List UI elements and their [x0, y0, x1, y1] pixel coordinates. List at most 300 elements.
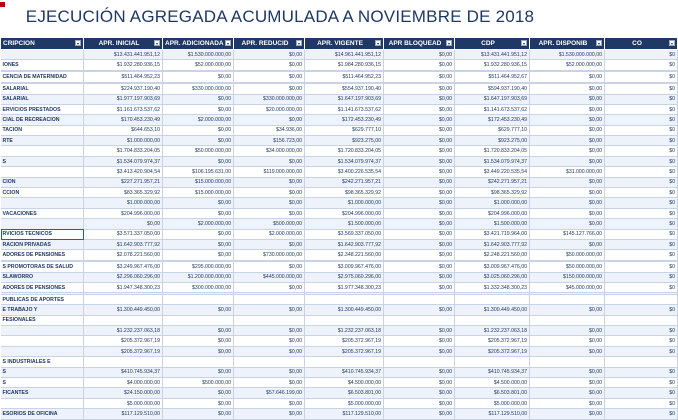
value-cell[interactable]: $0,00	[234, 336, 305, 346]
value-cell[interactable]	[605, 315, 678, 325]
value-cell[interactable]: $50.000.000,00	[530, 250, 605, 260]
value-cell[interactable]: $410.745.934,37	[455, 367, 530, 377]
row-description-cell[interactable]: CIAL DE RECREACION	[1, 115, 84, 125]
value-cell[interactable]	[455, 315, 530, 325]
value-cell[interactable]: $4.000.000,00	[84, 378, 163, 388]
value-cell[interactable]: $3.413.420.904,54	[84, 167, 163, 177]
value-cell[interactable]: $1.977.197.903,69	[84, 94, 163, 104]
value-cell[interactable]: $923.275,00	[455, 136, 530, 146]
value-cell[interactable]: $629.777,10	[455, 125, 530, 135]
value-cell[interactable]: $170.453.230,49	[84, 115, 163, 125]
value-cell[interactable]: $0,00	[163, 250, 234, 260]
value-cell[interactable]: $0,00	[530, 219, 605, 229]
value-cell[interactable]: $0,00	[163, 305, 234, 315]
row-description-cell[interactable]: CION	[1, 177, 84, 187]
value-cell[interactable]: $1.932.280.936,15	[84, 60, 163, 70]
value-cell[interactable]: $0,00	[163, 94, 234, 104]
value-cell[interactable]: $1.300.449.450,00	[305, 305, 384, 315]
value-cell[interactable]	[605, 294, 678, 304]
value-cell[interactable]: $0	[605, 177, 678, 187]
column-header[interactable]	[1, 38, 84, 50]
value-cell[interactable]: $0	[605, 272, 678, 282]
value-cell[interactable]: $0,00	[384, 409, 455, 420]
value-cell[interactable]: $330.000.000,00	[234, 94, 305, 104]
value-cell[interactable]: $0	[605, 156, 678, 166]
column-header[interactable]	[84, 38, 163, 50]
value-cell[interactable]: $3.249.967.476,00	[84, 262, 163, 272]
value-cell[interactable]: $172.453.230,49	[305, 115, 384, 125]
value-cell[interactable]: $0	[605, 115, 678, 125]
value-cell[interactable]: $0,00	[234, 208, 305, 218]
value-cell[interactable]	[234, 294, 305, 304]
value-cell[interactable]	[305, 294, 384, 304]
value-cell[interactable]: $6.503.801,00	[455, 388, 530, 398]
value-cell[interactable]: $150.000.000,00	[530, 272, 605, 282]
value-cell[interactable]: $4.500.000,00	[455, 378, 530, 388]
value-cell[interactable]: $106.195.631,00	[163, 167, 234, 177]
value-cell[interactable]: $0,00	[163, 72, 234, 82]
value-cell[interactable]: $34.000.000,00	[234, 146, 305, 156]
value-cell[interactable]: $0,00	[530, 156, 605, 166]
value-cell[interactable]	[84, 357, 163, 367]
value-cell[interactable]: $0,00	[163, 326, 234, 336]
value-cell[interactable]: $0	[605, 146, 678, 156]
value-cell[interactable]: $0,00	[163, 409, 234, 420]
row-description-cell[interactable]: CENCIA DE MATERNIDAD	[1, 72, 84, 82]
value-cell[interactable]: $45.000.000,00	[530, 283, 605, 293]
row-description-cell[interactable]: RVICIOS TECNICOS	[1, 229, 84, 239]
value-cell[interactable]: $0,00	[384, 167, 455, 177]
value-cell[interactable]: $0,00	[530, 208, 605, 218]
value-cell[interactable]	[305, 315, 384, 325]
column-header[interactable]	[530, 38, 605, 50]
value-cell[interactable]: $629.777,10	[305, 125, 384, 135]
row-description-cell[interactable]: S	[1, 378, 84, 388]
value-cell[interactable]: $0,00	[530, 240, 605, 250]
value-cell[interactable]	[530, 357, 605, 367]
value-cell[interactable]	[84, 315, 163, 325]
value-cell[interactable]: $0,00	[234, 115, 305, 125]
value-cell[interactable]: $0,00	[384, 283, 455, 293]
value-cell[interactable]: $3.025.060.296,00	[455, 272, 530, 282]
value-cell[interactable]: $0,00	[530, 198, 605, 208]
value-cell[interactable]: $0,00	[163, 336, 234, 346]
filter-dropdown-icon[interactable]	[375, 40, 381, 46]
value-cell[interactable]: $0,00	[384, 177, 455, 187]
value-cell[interactable]: $1.720.833.204,05	[305, 146, 384, 156]
value-cell[interactable]: $0,00	[384, 94, 455, 104]
value-cell[interactable]: $57.646.199,00	[234, 388, 305, 398]
value-cell[interactable]: $0	[605, 198, 678, 208]
value-cell[interactable]: $0,00	[384, 60, 455, 70]
filter-dropdown-icon[interactable]	[225, 40, 231, 46]
value-cell[interactable]: $0,00	[163, 104, 234, 114]
value-cell[interactable]: $0,00	[530, 346, 605, 356]
value-cell[interactable]	[605, 357, 678, 367]
value-cell[interactable]: $242.271.957,21	[455, 177, 530, 187]
value-cell[interactable]: $0,00	[384, 115, 455, 125]
value-cell[interactable]: $0,00	[234, 156, 305, 166]
value-cell[interactable]: $0	[605, 346, 678, 356]
value-cell[interactable]: $0	[605, 208, 678, 218]
value-cell[interactable]	[384, 294, 455, 304]
value-cell[interactable]: $0,00	[234, 50, 305, 60]
row-description-cell[interactable]: CCION	[1, 188, 84, 198]
value-cell[interactable]: $1.332.348.300,23	[455, 283, 530, 293]
value-cell[interactable]: $3.009.967.476,00	[455, 262, 530, 272]
value-cell[interactable]: $0	[605, 398, 678, 408]
value-cell[interactable]: $0,00	[384, 84, 455, 94]
value-cell[interactable]: $0,00	[530, 326, 605, 336]
filter-dropdown-icon[interactable]	[446, 40, 452, 46]
value-cell[interactable]: $0,00	[384, 346, 455, 356]
value-cell[interactable]: $1.500.000,00	[305, 219, 384, 229]
value-cell[interactable]: $172.453.230,49	[455, 115, 530, 125]
value-cell[interactable]: $644.653,10	[84, 125, 163, 135]
value-cell[interactable]: $13.431.441.951,12	[455, 50, 530, 60]
row-description-cell[interactable]: RACION PRIVADAS	[1, 240, 84, 250]
value-cell[interactable]: $3.421.719.964,00	[455, 229, 530, 239]
value-cell[interactable]: $0,00	[530, 115, 605, 125]
value-cell[interactable]: $410.745.934,37	[84, 367, 163, 377]
value-cell[interactable]: $0,00	[234, 367, 305, 377]
value-cell[interactable]: $330.000.000,00	[163, 84, 234, 94]
value-cell[interactable]: $1.642.903.777,92	[455, 240, 530, 250]
value-cell[interactable]: $24.150.000,00	[84, 388, 163, 398]
value-cell[interactable]: $15.000.000,00	[163, 177, 234, 187]
value-cell[interactable]: $83.365.329,92	[84, 188, 163, 198]
value-cell[interactable]: $52.000.000,00	[163, 60, 234, 70]
value-cell[interactable]: $1.500.000,00	[455, 219, 530, 229]
value-cell[interactable]: $0	[605, 72, 678, 82]
value-cell[interactable]: $511.464.952,23	[84, 72, 163, 82]
row-description-cell[interactable]: TACION	[1, 125, 84, 135]
value-cell[interactable]: $0,00	[384, 388, 455, 398]
value-cell[interactable]: $0,00	[530, 188, 605, 198]
value-cell[interactable]: $500.000,00	[234, 219, 305, 229]
value-cell[interactable]: $0,00	[384, 72, 455, 82]
value-cell[interactable]: $1.534.079.974,37	[455, 156, 530, 166]
row-description-cell[interactable]	[1, 219, 84, 229]
value-cell[interactable]: $0,00	[530, 125, 605, 135]
value-cell[interactable]: $0	[605, 60, 678, 70]
value-cell[interactable]: $0	[605, 262, 678, 272]
value-cell[interactable]: $0,00	[234, 398, 305, 408]
value-cell[interactable]: $410.745.934,37	[305, 367, 384, 377]
value-cell[interactable]: $52.000.000,00	[530, 60, 605, 70]
row-description-cell[interactable]: E TRABAJO Y	[1, 305, 84, 315]
filter-dropdown-icon[interactable]	[154, 40, 160, 46]
value-cell[interactable]: $0,00	[163, 398, 234, 408]
value-cell[interactable]: $0,00	[384, 272, 455, 282]
column-header[interactable]	[305, 38, 384, 50]
value-cell[interactable]: $0,00	[530, 367, 605, 377]
value-cell[interactable]: $0,00	[530, 336, 605, 346]
row-description-cell[interactable]: SALARIAL	[1, 94, 84, 104]
value-cell[interactable]: $0,00	[384, 262, 455, 272]
value-cell[interactable]: $50.000.000,00	[163, 146, 234, 156]
row-description-cell[interactable]: SLAWORRO	[1, 272, 84, 282]
value-cell[interactable]: $1.534.079.974,37	[84, 156, 163, 166]
value-cell[interactable]: $0,00	[234, 198, 305, 208]
value-cell[interactable]: $242.271.957,21	[305, 177, 384, 187]
value-cell[interactable]: $0,00	[234, 60, 305, 70]
value-cell[interactable]: $0,00	[530, 104, 605, 114]
value-cell[interactable]: $0	[605, 50, 678, 60]
value-cell[interactable]: $0,00	[384, 125, 455, 135]
value-cell[interactable]: $1.232.237.063,18	[84, 326, 163, 336]
row-description-cell[interactable]	[1, 326, 84, 336]
row-description-cell[interactable]: ESORIOS DE OFICINA	[1, 409, 84, 420]
value-cell[interactable]: $0,00	[163, 388, 234, 398]
value-cell[interactable]: $205.372.967,19	[305, 346, 384, 356]
value-cell[interactable]	[455, 357, 530, 367]
row-description-cell[interactable]	[1, 198, 84, 208]
value-cell[interactable]: $594.937.190,40	[455, 84, 530, 94]
value-cell[interactable]: $500.000,00	[163, 378, 234, 388]
value-cell[interactable]: $0,00	[530, 305, 605, 315]
filter-dropdown-icon[interactable]	[75, 40, 81, 46]
value-cell[interactable]	[384, 315, 455, 325]
value-cell[interactable]: $1.977.348.300,23	[305, 283, 384, 293]
value-cell[interactable]: $0	[605, 136, 678, 146]
value-cell[interactable]: $0,00	[384, 229, 455, 239]
column-header[interactable]	[605, 38, 678, 50]
value-cell[interactable]	[163, 294, 234, 304]
value-cell[interactable]: $1.300.449.450,00	[455, 305, 530, 315]
value-cell[interactable]: $2.078.221.560,00	[84, 250, 163, 260]
row-description-cell[interactable]	[1, 146, 84, 156]
value-cell[interactable]: $0,00	[530, 146, 605, 156]
row-description-cell[interactable]: FICANTES	[1, 388, 84, 398]
value-cell[interactable]: $0,00	[234, 72, 305, 82]
value-cell[interactable]: $1.984.280.936,15	[305, 60, 384, 70]
value-cell[interactable]: $1.642.903.777,92	[305, 240, 384, 250]
value-cell[interactable]: $1.141.673.537,62	[455, 104, 530, 114]
value-cell[interactable]: $1.932.280.936,15	[455, 60, 530, 70]
value-cell[interactable]: $205.372.967,19	[455, 346, 530, 356]
value-cell[interactable]: $6.503.801,00	[305, 388, 384, 398]
row-description-cell[interactable]: PUBLICAS DE APORTES	[1, 294, 84, 304]
value-cell[interactable]: $0,00	[163, 136, 234, 146]
value-cell[interactable]: $0	[605, 188, 678, 198]
row-description-cell[interactable]: S INDUSTRIALES E	[1, 357, 84, 367]
value-cell[interactable]: $0,00	[234, 177, 305, 187]
value-cell[interactable]: $117.129.510,00	[455, 409, 530, 420]
value-cell[interactable]: $0	[605, 84, 678, 94]
value-cell[interactable]: $300.000.000,00	[163, 283, 234, 293]
value-cell[interactable]: $2.975.060.296,00	[305, 272, 384, 282]
value-cell[interactable]: $0	[605, 378, 678, 388]
column-header[interactable]	[234, 38, 305, 50]
value-cell[interactable]: $3.449.220.535,54	[455, 167, 530, 177]
value-cell[interactable]: $1.647.197.903,69	[305, 94, 384, 104]
value-cell[interactable]	[530, 315, 605, 325]
value-cell[interactable]: $0,00	[530, 409, 605, 420]
value-cell[interactable]: $445.000.000,00	[234, 272, 305, 282]
value-cell[interactable]	[530, 294, 605, 304]
value-cell[interactable]: $0,00	[384, 104, 455, 114]
filter-dropdown-icon[interactable]	[669, 40, 675, 46]
value-cell[interactable]: $0,00	[384, 208, 455, 218]
value-cell[interactable]	[455, 294, 530, 304]
value-cell[interactable]: $0,00	[234, 84, 305, 94]
value-cell[interactable]: $0,00	[234, 326, 305, 336]
row-description-cell[interactable]	[1, 346, 84, 356]
value-cell[interactable]: $0,00	[530, 84, 605, 94]
value-cell[interactable]: $31.000.000,00	[530, 167, 605, 177]
value-cell[interactable]: $0	[605, 305, 678, 315]
value-cell[interactable]: $0,00	[530, 72, 605, 82]
value-cell[interactable]: $145.127.766,00	[530, 229, 605, 239]
value-cell[interactable]: $205.372.967,19	[455, 336, 530, 346]
value-cell[interactable]: $0,00	[234, 305, 305, 315]
value-cell[interactable]: $1.947.348.300,23	[84, 283, 163, 293]
value-cell[interactable]: $0	[605, 125, 678, 135]
value-cell[interactable]: $0	[605, 367, 678, 377]
column-header[interactable]	[163, 38, 234, 50]
value-cell[interactable]: $5.000.000,00	[455, 398, 530, 408]
value-cell[interactable]: $3.400.226.535,54	[305, 167, 384, 177]
value-cell[interactable]: $227.271.957,21	[84, 177, 163, 187]
value-cell[interactable]: $34.936,00	[234, 125, 305, 135]
value-cell[interactable]: $4.500.000,00	[305, 378, 384, 388]
value-cell[interactable]: $0,00	[163, 367, 234, 377]
value-cell[interactable]: $204.996.000,00	[84, 208, 163, 218]
row-description-cell[interactable]	[1, 50, 84, 60]
value-cell[interactable]: $0,00	[530, 378, 605, 388]
value-cell[interactable]: $3.569.337.050,00	[305, 229, 384, 239]
value-cell[interactable]: $2.000.000,00	[163, 219, 234, 229]
row-description-cell[interactable]: ERVICIOS PRESTADOS	[1, 104, 84, 114]
value-cell[interactable]: $1.161.673.537,62	[84, 104, 163, 114]
value-cell[interactable]: $117.129.510,00	[305, 409, 384, 420]
value-cell[interactable]: $0	[605, 94, 678, 104]
value-cell[interactable]: $1.232.237.063,18	[305, 326, 384, 336]
value-cell[interactable]: $0,00	[384, 188, 455, 198]
value-cell[interactable]: $204.996.000,00	[455, 208, 530, 218]
value-cell[interactable]: $156.723,00	[234, 136, 305, 146]
value-cell[interactable]: $0,00	[234, 346, 305, 356]
value-cell[interactable]: $0,00	[384, 250, 455, 260]
value-cell[interactable]: $511.464.952,23	[305, 72, 384, 82]
value-cell[interactable]: $2.296.060.296,00	[84, 272, 163, 282]
value-cell[interactable]: $1.200.000.000,00	[163, 272, 234, 282]
value-cell[interactable]	[384, 357, 455, 367]
value-cell[interactable]: $0	[605, 283, 678, 293]
value-cell[interactable]: $117.129.510,00	[84, 409, 163, 420]
value-cell[interactable]: $1.000.000,00	[84, 198, 163, 208]
value-cell[interactable]: $0,00	[384, 198, 455, 208]
value-cell[interactable]: $0,00	[163, 208, 234, 218]
row-description-cell[interactable]: S	[1, 156, 84, 166]
value-cell[interactable]: $0	[605, 219, 678, 229]
value-cell[interactable]: $0,00	[384, 156, 455, 166]
value-cell[interactable]: $0,00	[530, 388, 605, 398]
value-cell[interactable]: $295.000.000,00	[163, 262, 234, 272]
value-cell[interactable]: $0,00	[384, 398, 455, 408]
value-cell[interactable]: $224.937.190,40	[84, 84, 163, 94]
row-description-cell[interactable]: ADORES DE PENSIONES	[1, 283, 84, 293]
value-cell[interactable]: $119.000.000,00	[234, 167, 305, 177]
column-header[interactable]	[455, 38, 530, 50]
value-cell[interactable]: $98.365.329,92	[455, 188, 530, 198]
value-cell[interactable]: $2.348.221.560,00	[305, 250, 384, 260]
value-cell[interactable]: $0,00	[234, 378, 305, 388]
value-cell[interactable]: $0,00	[384, 146, 455, 156]
value-cell[interactable]: $0	[605, 240, 678, 250]
value-cell[interactable]: $1.704.833.204,05	[84, 146, 163, 156]
value-cell[interactable]: $1.530.000.000,00	[163, 50, 234, 60]
value-cell[interactable]: $1.534.079.974,37	[305, 156, 384, 166]
value-cell[interactable]: $0,00	[384, 136, 455, 146]
value-cell[interactable]	[234, 315, 305, 325]
value-cell[interactable]: $0,00	[234, 240, 305, 250]
value-cell[interactable]: $0,00	[530, 398, 605, 408]
value-cell[interactable]: $1.000.000,00	[84, 136, 163, 146]
value-cell[interactable]: $205.372.967,19	[84, 336, 163, 346]
value-cell[interactable]: $0,00	[84, 219, 163, 229]
row-description-cell[interactable]: RTE	[1, 136, 84, 146]
value-cell[interactable]: $98.365.329,92	[305, 188, 384, 198]
value-cell[interactable]: $0,00	[530, 94, 605, 104]
value-cell[interactable]: $0,00	[384, 326, 455, 336]
row-description-cell[interactable]: FESIONALES	[1, 315, 84, 325]
row-description-cell[interactable]: SALARIAL	[1, 84, 84, 94]
value-cell[interactable]: $0,00	[530, 177, 605, 187]
value-cell[interactable]: $0	[605, 409, 678, 420]
value-cell[interactable]: $0,00	[384, 305, 455, 315]
value-cell[interactable]: $1.232.237.063,18	[455, 326, 530, 336]
value-cell[interactable]: $0,00	[163, 240, 234, 250]
value-cell[interactable]: $511.464.952,67	[455, 72, 530, 82]
value-cell[interactable]: $15.000.000,00	[163, 188, 234, 198]
value-cell[interactable]: $1.141.673.537,62	[305, 104, 384, 114]
value-cell[interactable]: $14.961.441.951,12	[305, 50, 384, 60]
value-cell[interactable]: $5.000.000,00	[84, 398, 163, 408]
value-cell[interactable]: $923.275,00	[305, 136, 384, 146]
value-cell[interactable]: $5.000.000,00	[305, 398, 384, 408]
row-description-cell[interactable]	[1, 398, 84, 408]
value-cell[interactable]	[163, 315, 234, 325]
value-cell[interactable]: $1.000.000,00	[305, 198, 384, 208]
value-cell[interactable]: $0,00	[384, 378, 455, 388]
value-cell[interactable]: $2.000.000,00	[234, 229, 305, 239]
value-cell[interactable]: $0,00	[234, 283, 305, 293]
value-cell[interactable]: $0,00	[384, 367, 455, 377]
value-cell[interactable]: $0,00	[163, 229, 234, 239]
value-cell[interactable]: $0,00	[384, 240, 455, 250]
value-cell[interactable]: $0,00	[234, 409, 305, 420]
value-cell[interactable]: $0	[605, 250, 678, 260]
value-cell[interactable]: $205.372.967,19	[84, 346, 163, 356]
value-cell[interactable]: $0,00	[234, 262, 305, 272]
value-cell[interactable]: $0,00	[530, 136, 605, 146]
value-cell[interactable]	[234, 357, 305, 367]
row-description-cell[interactable]	[1, 167, 84, 177]
value-cell[interactable]: $0	[605, 326, 678, 336]
row-description-cell[interactable]: ADORES DE PENSIONES	[1, 250, 84, 260]
value-cell[interactable]: $0,00	[163, 156, 234, 166]
value-cell[interactable]: $0	[605, 104, 678, 114]
value-cell[interactable]: $0,00	[384, 336, 455, 346]
value-cell[interactable]: $205.372.967,19	[305, 336, 384, 346]
value-cell[interactable]: $1.530.000.000,00	[530, 50, 605, 60]
row-description-cell[interactable]: VACACIONES	[1, 208, 84, 218]
value-cell[interactable]: $13.431.441.951,12	[84, 50, 163, 60]
row-description-cell[interactable]	[1, 336, 84, 346]
row-description-cell[interactable]: S PROMOTORAS DE SALUD	[1, 262, 84, 272]
